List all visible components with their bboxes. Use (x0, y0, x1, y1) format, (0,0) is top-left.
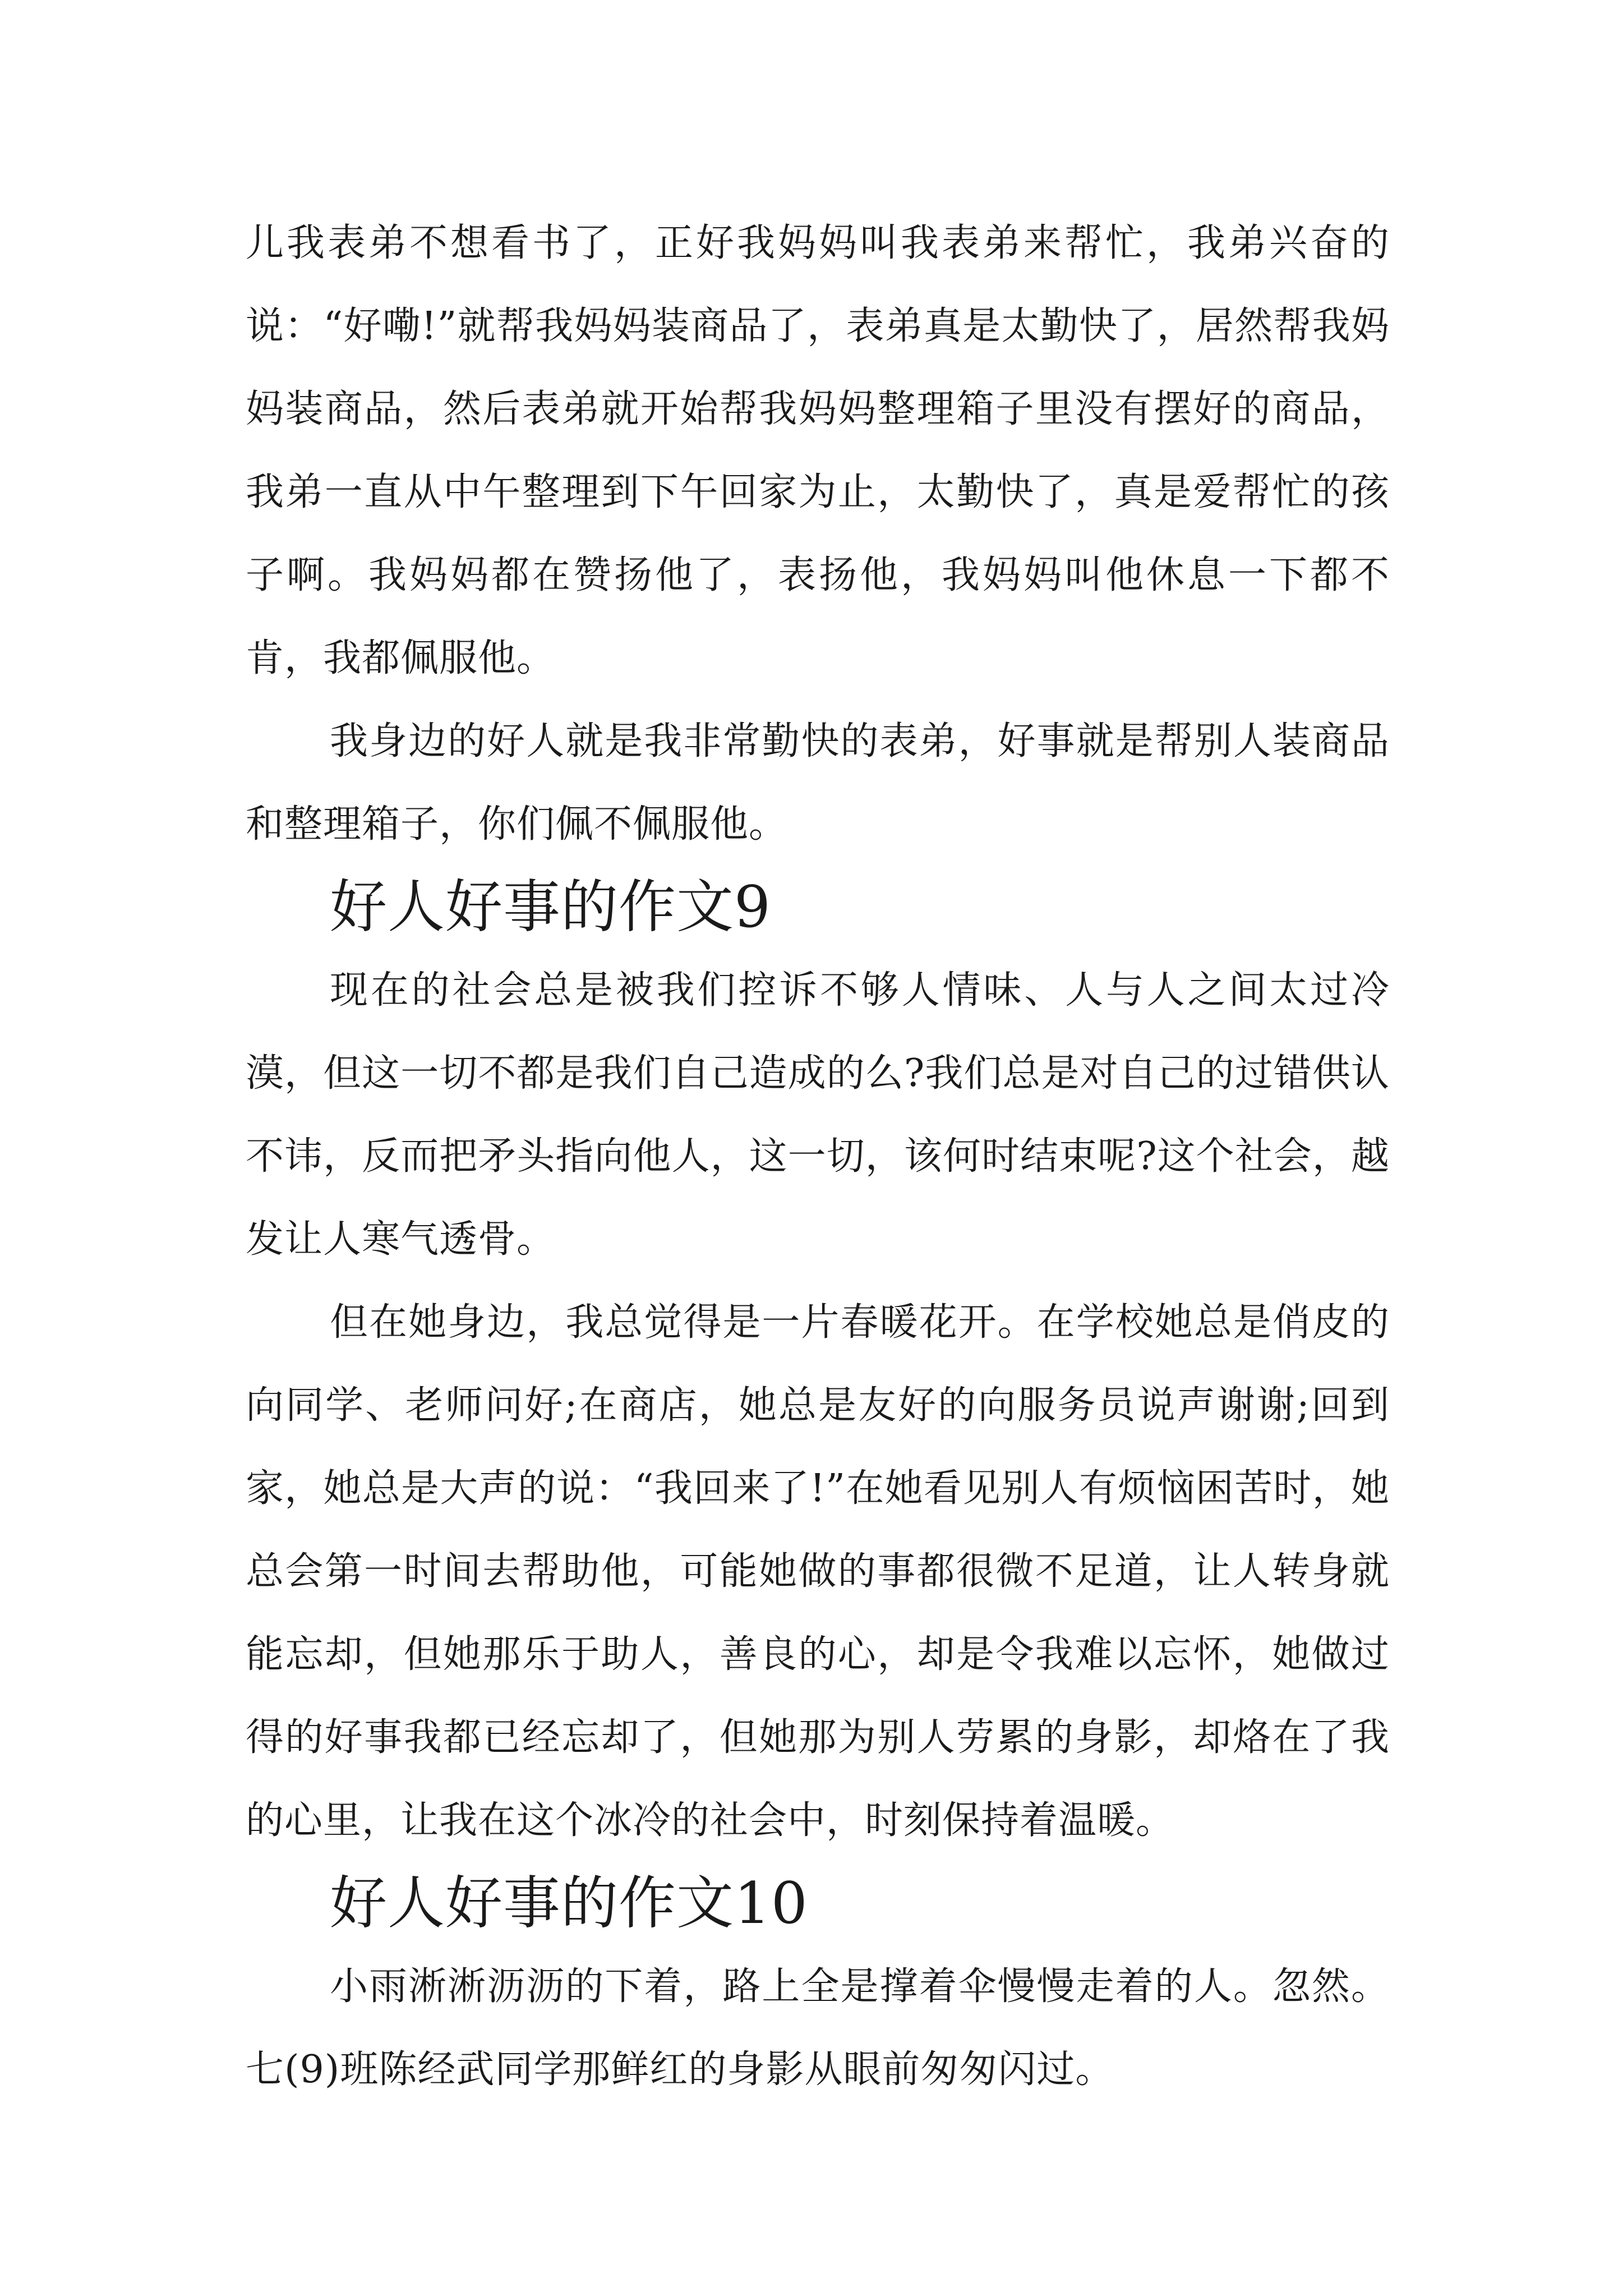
paragraph-continuation: 儿我表弟不想看书了，正好我妈妈叫我表弟来帮忙，我弟兴奋的说：“好嘞!”就帮我妈妈装商品了，表弟真是太勤快了，居然帮我妈妈装商品，然后表弟就开始帮我妈妈整理箱子里没有摆好的商品，我弟一直从中午整理到下午回家为止，太勤快了，真是爱帮忙的孩子啊。我妈妈都在赞扬他了，表扬他，我妈妈叫他休息一下都不肯，我都佩服他。 (246, 221, 1390, 680)
paragraph: 但在她身边，我总觉得是一片春暖花开。在学校她总是俏皮的向同学、老师问好;在商店，她总是友好的向服务员说声谢谢;回到家，她总是大声的说：“我回来了!”在她看见别人有烦恼困苦时，她总会第一时间去帮助他，可能她做的事都很微不足道，让人转身就能忘却，但她那乐于助人，善良的心，却是令我难以忘怀，她做过得的好事我都已经忘却了，但她那为别人劳累的身影，却烙在了我的心里，让我在这个冰冷的社会中，时刻保持着温暖。 (246, 1300, 1390, 1843)
section-heading: 好人好事的作文10 (330, 1870, 808, 1937)
document-body (246, 202, 1390, 2111)
paragraph: 我身边的好人就是我非常勤快的表弟，好事就是帮别人装商品和整理箱子，你们佩不佩服他。 (246, 719, 1390, 846)
paragraph: 小雨淅淅沥沥的下着，路上全是撑着伞慢慢走着的人。忽然。七(9)班陈经武同学那鲜红的身影从眼前匆匆闪过。 (246, 1964, 1390, 2092)
section-heading: 好人好事的作文9 (330, 874, 771, 941)
paragraph: 现在的社会总是被我们控诉不够人情味、人与人之间太过冷漠，但这一切不都是我们自己造成的么?我们总是对自己的过错供认不讳，反而把矛头指向他人，这一切，该何时结束呢?这个社会，越发让人寒气透骨。 (246, 968, 1390, 1262)
